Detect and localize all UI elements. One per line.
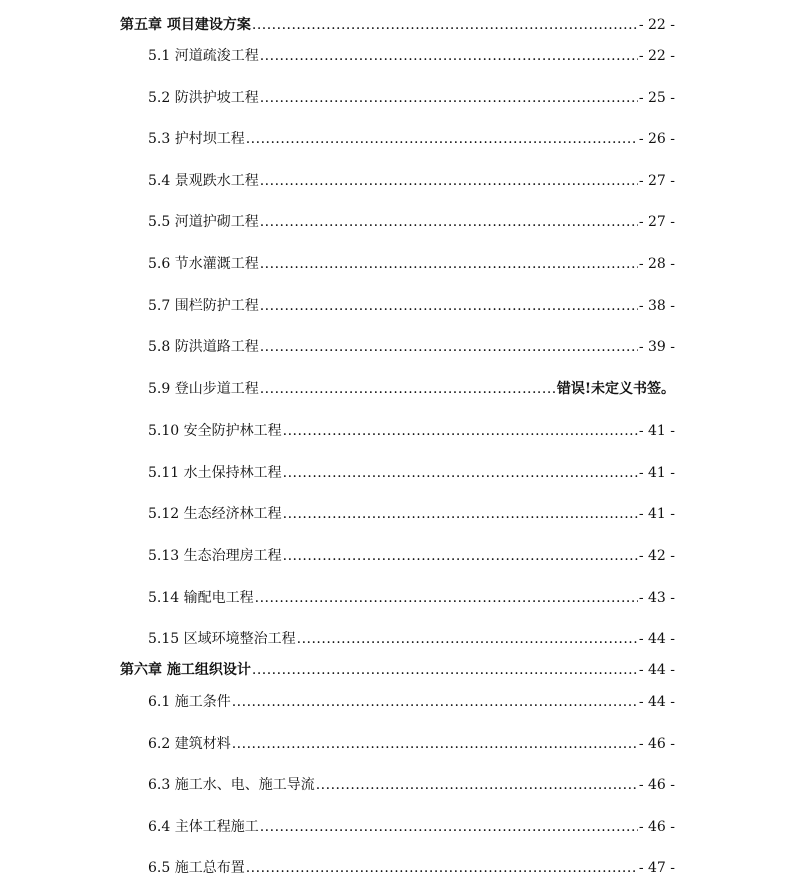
toc-entry-page: - 26 -	[638, 131, 675, 147]
toc-entry-5-8[interactable]	[148, 338, 675, 356]
toc-entry-title: 5.13 生态治理房工程	[148, 548, 282, 564]
toc-entry-5-15[interactable]	[148, 630, 675, 648]
toc-entry-title: 6.1 施工条件	[148, 694, 231, 710]
toc-entry-6-4[interactable]	[148, 818, 675, 836]
toc-entry-title: 5.8 防洪道路工程	[148, 339, 259, 355]
toc-entry-page: - 27 -	[638, 173, 675, 189]
toc-entry-title: 5.9 登山步道工程	[148, 381, 259, 397]
toc-entry-page: - 22 -	[638, 17, 675, 33]
toc-dot-leader	[283, 505, 638, 523]
toc-dot-leader	[260, 89, 638, 107]
toc-entry-5-6[interactable]	[148, 255, 675, 273]
toc-entry-chapter-5[interactable]	[120, 16, 675, 34]
toc-entry-5-9[interactable]	[148, 380, 675, 398]
toc-entry-title: 6.2 建筑材料	[148, 736, 231, 752]
toc-entry-title: 5.5 河道护砌工程	[148, 214, 259, 230]
toc-dot-leader	[283, 547, 638, 565]
toc-entry-5-4[interactable]	[148, 172, 675, 190]
toc-dot-leader	[260, 818, 638, 836]
toc-entry-page: - 44 -	[638, 631, 675, 647]
toc-entry-5-3[interactable]	[148, 130, 675, 148]
toc-entry-title: 5.15 区域环境整治工程	[148, 631, 296, 647]
toc-dot-leader	[232, 735, 638, 753]
toc-entry-title: 第五章 项目建设方案	[120, 17, 251, 33]
toc-dot-leader	[252, 661, 638, 679]
toc-entry-page: - 46 -	[638, 777, 675, 793]
toc-entry-6-1[interactable]	[148, 693, 675, 711]
toc-entry-page: - 41 -	[638, 506, 675, 522]
toc-entry-page: - 25 -	[638, 90, 675, 106]
toc-entry-page: - 27 -	[638, 214, 675, 230]
toc-entry-page: - 22 -	[638, 48, 675, 64]
toc-entry-title: 5.2 防洪护坡工程	[148, 90, 259, 106]
toc-entry-title: 5.3 护村坝工程	[148, 131, 245, 147]
toc-entry-5-2[interactable]	[148, 89, 675, 107]
toc-entry-page: - 42 -	[638, 548, 675, 564]
toc-entry-page: - 41 -	[638, 423, 675, 439]
toc-entry-5-7[interactable]	[148, 297, 675, 315]
toc-entry-page: - 46 -	[638, 819, 675, 835]
toc-dot-leader	[232, 693, 638, 711]
toc-entry-title: 6.4 主体工程施工	[148, 819, 259, 835]
toc-entry-title: 5.11 水土保持林工程	[148, 465, 282, 481]
toc-dot-leader	[283, 464, 638, 482]
toc-entry-title: 6.5 施工总布置	[148, 860, 245, 876]
toc-dot-leader	[297, 630, 638, 648]
toc-entry-title: 6.3 施工水、电、施工导流	[148, 777, 315, 793]
toc-dot-leader	[260, 172, 638, 190]
toc-entry-6-3[interactable]	[148, 776, 675, 794]
toc-entry-chapter-6[interactable]	[120, 661, 675, 679]
toc-entry-page: - 43 -	[638, 590, 675, 606]
toc-entry-5-13[interactable]	[148, 547, 675, 565]
toc-dot-leader	[316, 776, 638, 794]
toc-entry-title: 5.14 输配电工程	[148, 590, 254, 606]
toc-entry-title: 5.1 河道疏浚工程	[148, 48, 259, 64]
toc-entry-page: - 44 -	[638, 662, 675, 678]
toc-entry-5-11[interactable]	[148, 464, 675, 482]
toc-dot-leader	[283, 422, 638, 440]
toc-dot-leader	[260, 380, 556, 398]
toc-entry-5-1[interactable]	[148, 47, 675, 65]
toc-dot-leader	[252, 16, 638, 34]
toc-entry-page: - 39 -	[638, 339, 675, 355]
toc-entry-page: - 38 -	[638, 298, 675, 314]
toc-entry-title: 5.12 生态经济林工程	[148, 506, 282, 522]
toc-entry-bookmark-error: 错误!未定义书签。	[556, 381, 675, 397]
toc-entry-6-2[interactable]	[148, 735, 675, 753]
toc-dot-leader	[260, 255, 638, 273]
toc-dot-leader	[260, 297, 638, 315]
toc-dot-leader	[260, 213, 638, 231]
toc-entry-5-10[interactable]	[148, 422, 675, 440]
toc-entry-title: 5.6 节水灌溉工程	[148, 256, 259, 272]
toc-dot-leader	[260, 338, 638, 356]
toc-entry-page: - 46 -	[638, 736, 675, 752]
toc-entry-5-5[interactable]	[148, 213, 675, 231]
toc-dot-leader	[255, 589, 638, 607]
toc-dot-leader	[246, 859, 638, 877]
toc-entry-5-12[interactable]	[148, 505, 675, 523]
toc-entry-page: - 44 -	[638, 694, 675, 710]
toc-dot-leader	[246, 130, 638, 148]
toc-entry-page: - 47 -	[638, 860, 675, 876]
toc-entry-title: 5.4 景观跌水工程	[148, 173, 259, 189]
toc-entry-6-5[interactable]	[148, 859, 675, 877]
toc-entry-title: 5.10 安全防护林工程	[148, 423, 282, 439]
toc-entry-title: 5.7 围栏防护工程	[148, 298, 259, 314]
toc-entry-title: 第六章 施工组织设计	[120, 662, 251, 678]
toc-dot-leader	[260, 47, 638, 65]
toc-entry-page: - 41 -	[638, 465, 675, 481]
toc-entry-5-14[interactable]	[148, 589, 675, 607]
toc-entry-page: - 28 -	[638, 256, 675, 272]
